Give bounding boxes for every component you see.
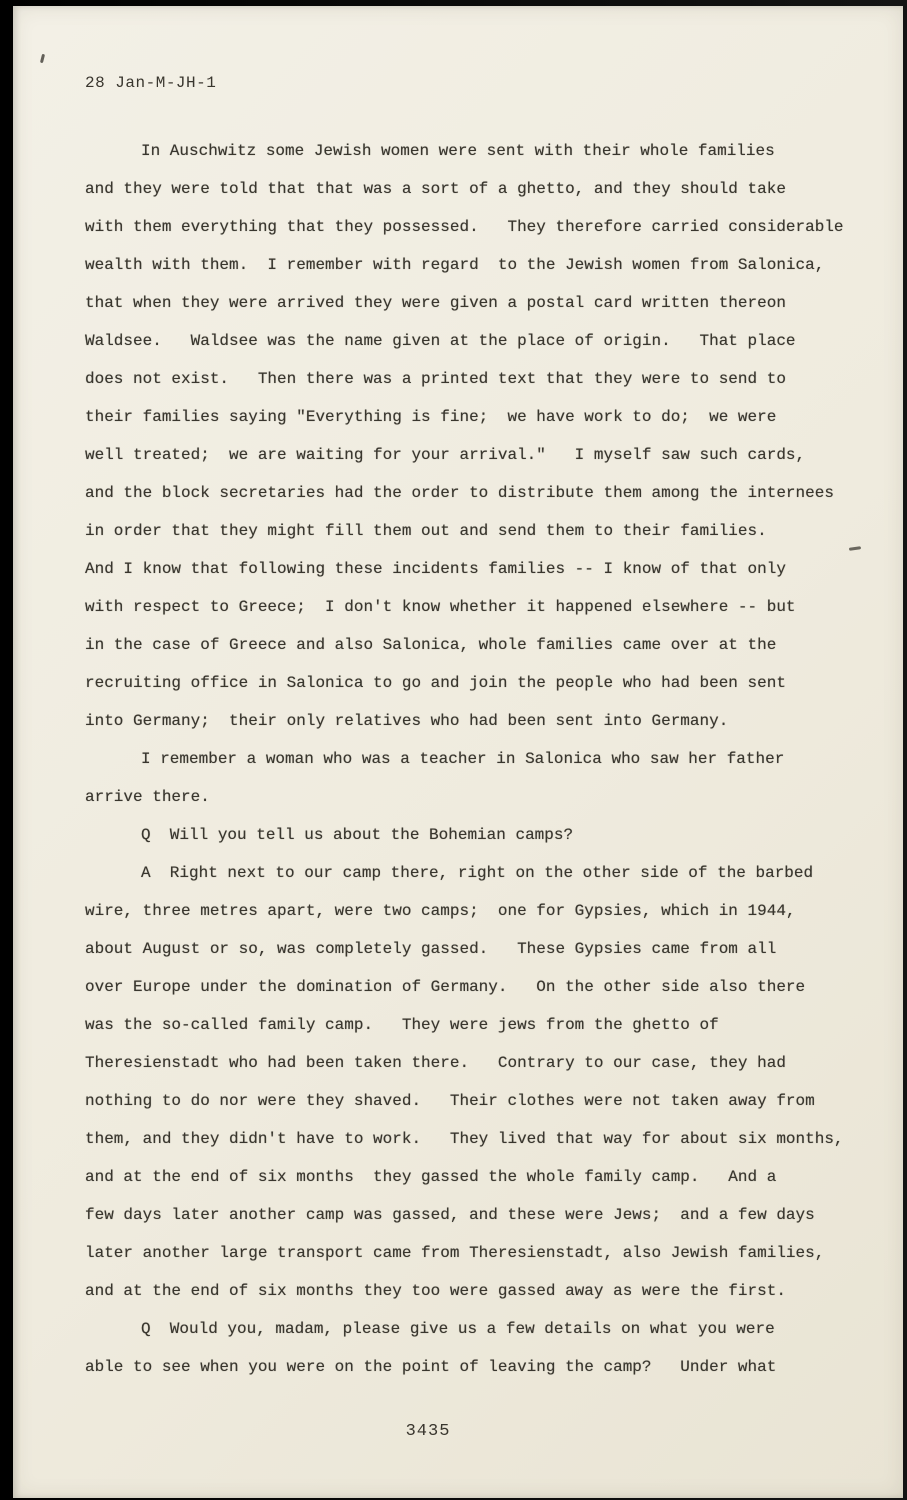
transcript-line: was the so-called family camp. They were jews from the ghetto of [85,1016,719,1034]
document-header: 28 Jan-M-JH-1 [85,74,217,92]
transcript-line: and at the end of six months they too were gassed away as were the first. [85,1282,786,1300]
transcript-line: in the case of Greece and also Salonica, whole families came over at the [85,636,777,654]
transcript-line: does not exist. Then there was a printed text that they were to send to [85,370,786,388]
transcript-line: over Europe under the domination of Germany. On the other side also there [85,978,806,996]
transcript-line: later another large transport came from Theresienstadt, also Jewish families, [85,1244,825,1262]
transcript-line: Waldsee. Waldsee was the name given at the place of origin. That place [85,332,796,350]
transcript-line: nothing to do nor were they shaved. Their clothes were not taken away from [85,1092,815,1110]
transcript-line: few days later another camp was gassed, and these were Jews; and a few days [85,1206,815,1224]
paper [13,6,903,1498]
transcript-line: And I know that following these incidents families -- I know of that only [85,560,786,578]
transcript-line: recruiting office in Salonica to go and join the people who had been sent [85,674,786,692]
transcript-line: with them everything that they possessed. They therefore carried considerable [85,218,844,236]
transcript-line: In Auschwitz some Jewish women were sent with their whole families [141,142,775,160]
transcript-line: I remember a woman who was a teacher in Salonica who saw her father [141,750,785,768]
transcript-line: and they were told that that was a sort of a ghetto, and they should take [85,180,786,198]
transcript-line: their families saying "Everything is fine; we have work to do; we were [85,408,777,426]
transcript-line: arrive there. [85,788,210,806]
transcript-body [85,132,844,1386]
scan-mark-right-margin [849,546,861,551]
transcript-line: them, and they didn't have to work. They lived that way for about six months, [85,1130,844,1148]
transcript-line: wealth with them. I remember with regard to the Jewish women from Salonica, [85,256,825,274]
transcript-line: and at the end of six months they gassed the whole family camp. And a [85,1168,777,1186]
page-number: 3435 [405,1422,451,1441]
transcript-line: about August or so, was completely gassed. These Gypsies came from all [85,940,777,958]
transcript-line: Q Would you, madam, please give us a few details on what you were [141,1320,775,1338]
transcript-line: Q Will you tell us about the Bohemian camps? [141,826,574,844]
transcript-line: well treated; we are waiting for your arrival." I myself saw such cards, [85,446,806,464]
transcript-line: able to see when you were on the point of leaving the camp? Under what [85,1358,777,1376]
transcript-line: and the block secretaries had the order to distribute them among the internees [85,484,834,502]
transcript-line: wire, three metres apart, were two camps; one for Gypsies, which in 1944, [85,902,796,920]
transcript-line: in order that they might fill them out and send them to their families. [85,522,767,540]
transcript-line: Theresienstadt who had been taken there. Contrary to our case, they had [85,1054,786,1072]
transcript-line: with respect to Greece; I don't know whether it happened elsewhere -- but [85,598,796,616]
transcript-line: that when they were arrived they were given a postal card written thereon [85,294,786,312]
transcript-line: A Right next to our camp there, right on the other side of the barbed [141,864,814,882]
scan-mark-top-left [40,54,45,63]
transcript-line: into Germany; their only relatives who had been sent into Germany. [85,712,729,730]
